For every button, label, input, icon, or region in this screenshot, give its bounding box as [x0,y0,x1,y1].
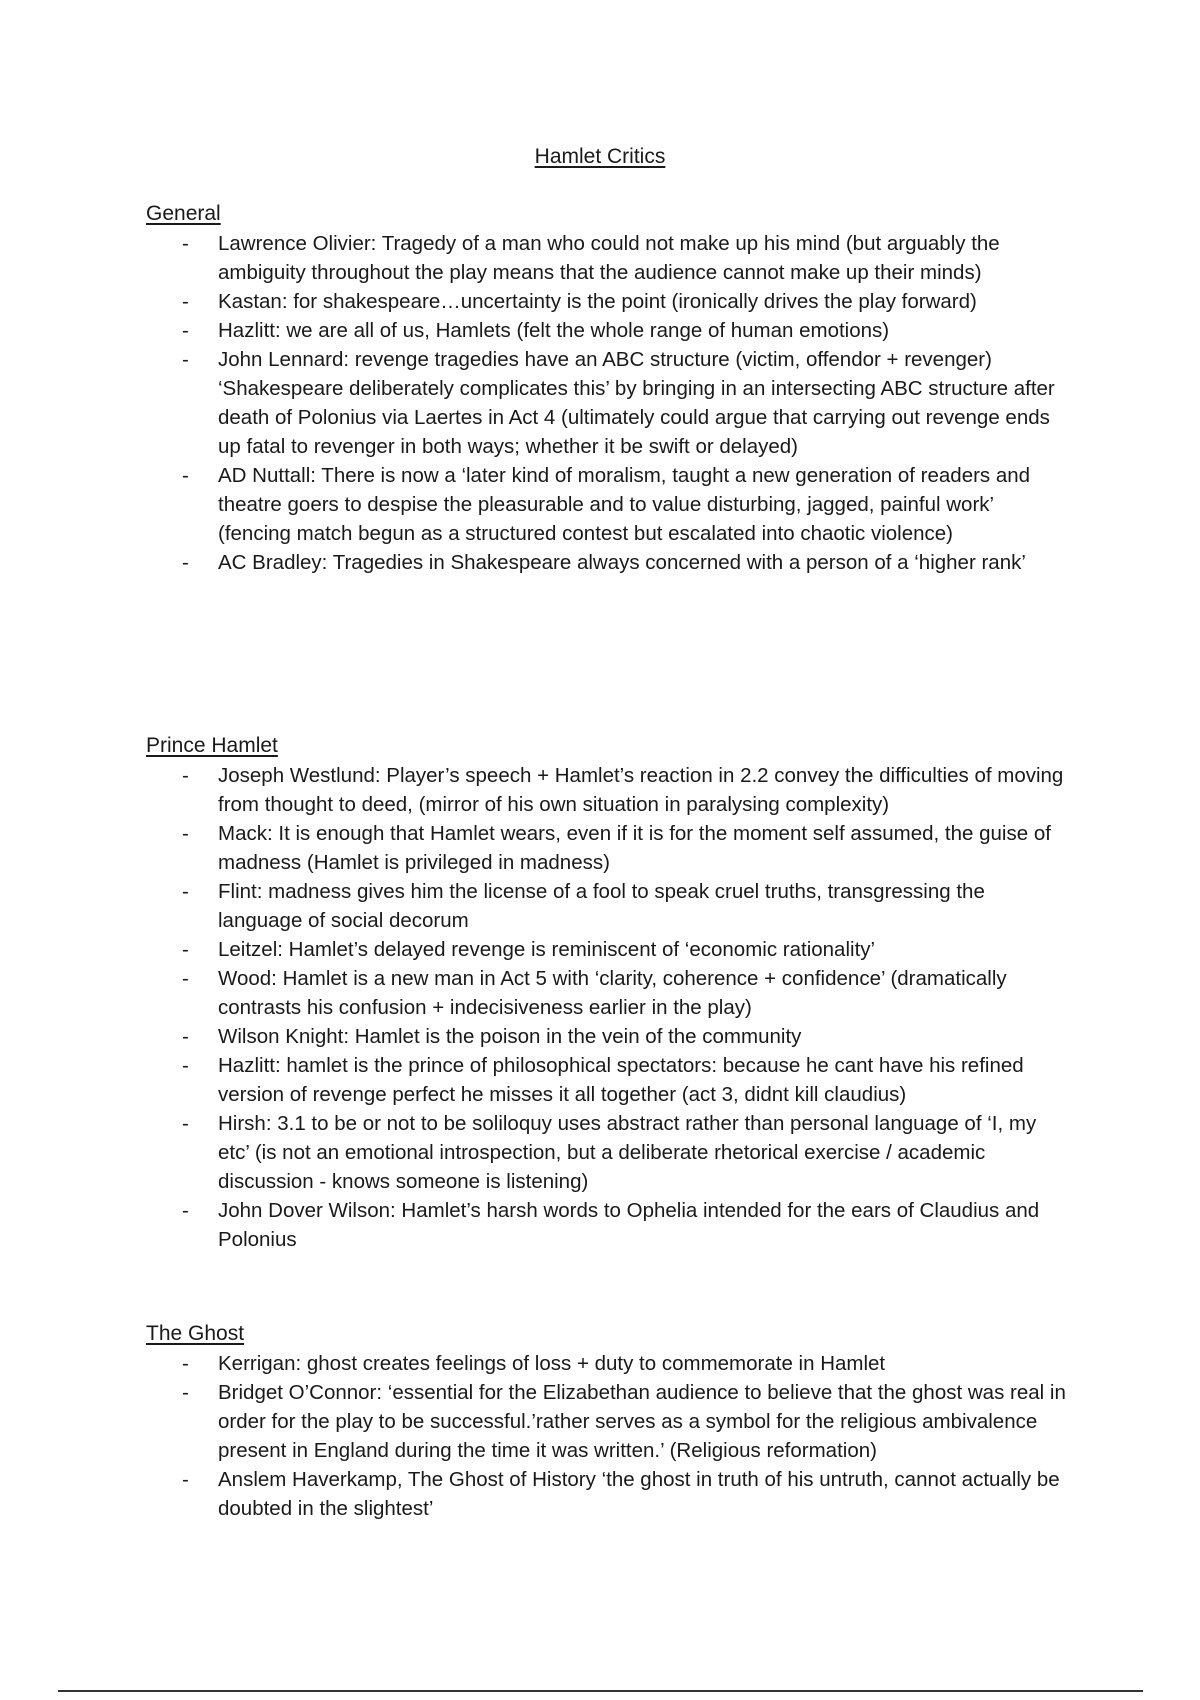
bottom-divider [58,1690,1143,1692]
bullet-dash: - [182,551,189,574]
list-item [146,229,1066,287]
list-item-text: AD Nuttall: There is now a ‘later kind of moralism, taught a new generation of readers and theatre goers to despise the pleasurable and to value disturbing, jagged, painful work’ (fencing match begun as a structured contest but escalated into chaotic violence) [218,464,1031,545]
bullet-dash: - [182,319,189,342]
bullet-dash: - [182,764,189,787]
list-item-text: Mack: It is enough that Hamlet wears, even if it is for the moment self assumed, the guise of madness (Hamlet is privileged in madness) [218,822,1051,874]
list-item-text: Wood: Hamlet is a new man in Act 5 with ‘clarity, coherence + confidence’ (dramatically contrasts his confusion + indecisiveness earlier in the play) [218,967,1007,1019]
section-prince-hamlet [146,733,1066,1254]
bullet-dash: - [182,1112,189,1135]
list-item-text: Joseph Westlund: Player’s speech + Hamlet’s reaction in 2.2 convey the difficulties of moving from thought to deed, (mirror of his own situation in paralysing complexity) [218,764,1064,816]
list-item [146,1022,1066,1051]
list-item [146,761,1066,819]
bullet-dash: - [182,1352,189,1375]
bullet-dash: - [182,290,189,313]
list-item-text: Hazlitt: we are all of us, Hamlets (felt the whole range of human emotions) [218,319,890,342]
list-item-text: John Lennard: revenge tragedies have an ABC structure (victim, offendor + revenger) ‘Shakespeare deliberately complicates this’ by bringing in an intersecting ABC structure after death of Polonius via Laertes in Act 4 (ultimately could argue that carrying out revenge ends up fatal to revenger in both ways; whether it be swift or delayed) [218,348,1055,458]
bullet-list [146,1349,1066,1523]
list-item-text: John Dover Wilson: Hamlet’s harsh words to Ophelia intended for the ears of Claudius and Polonius [218,1199,1040,1251]
list-item-text: Lawrence Olivier: Tragedy of a man who could not make up his mind (but arguably the ambiguity throughout the play means that the audience cannot make up their minds) [218,232,1000,284]
bullet-dash: - [182,967,189,990]
bullet-dash: - [182,1199,189,1222]
list-item [146,1109,1066,1196]
list-item [146,877,1066,935]
bullet-list [146,229,1066,577]
list-item [146,1051,1066,1109]
bullet-dash: - [182,938,189,961]
bullet-dash: - [182,232,189,255]
list-item-text: AC Bradley: Tragedies in Shakespeare always concerned with a person of a ‘higher rank’ [218,551,1026,574]
list-item [146,819,1066,877]
bullet-dash: - [182,1025,189,1048]
list-item [146,964,1066,1022]
list-item-text: Wilson Knight: Hamlet is the poison in the vein of the community [218,1025,802,1048]
list-item [146,935,1066,964]
bullet-dash: - [182,880,189,903]
list-item-text: Anslem Haverkamp, The Ghost of History ‘the ghost in truth of his untruth, cannot actually be doubted in the slightest’ [218,1468,1060,1520]
bullet-dash: - [182,464,189,487]
list-item [146,461,1066,548]
list-item [146,316,1066,345]
bullet-dash: - [182,348,189,371]
list-item-text: Kastan: for shakespeare…uncertainty is the point (ironically drives the play forward) [218,290,977,313]
bullet-dash: - [182,822,189,845]
bullet-list [146,761,1066,1254]
list-item [146,1378,1066,1465]
section-heading: General [146,202,221,225]
list-item-text: Hirsh: 3.1 to be or not to be soliloquy uses abstract rather than personal language of ‘I, my etc’ (is not an emotional introspection, but a deliberate rhetorical exercise / academic discussion - knows someone is listening) [218,1112,1037,1193]
list-item-text: Kerrigan: ghost creates feelings of loss + duty to commemorate in Hamlet [218,1352,886,1375]
section-general [146,201,1066,577]
bullet-dash: - [182,1054,189,1077]
list-item [146,287,1066,316]
list-item [146,1465,1066,1523]
list-item [146,1196,1066,1254]
list-item-text: Flint: madness gives him the license of a fool to speak cruel truths, transgressing the language of social decorum [218,880,985,932]
section-heading: The Ghost [146,1322,245,1345]
bullet-dash: - [182,1468,189,1491]
list-item-text: Bridget O’Connor: ‘essential for the Elizabethan audience to believe that the ghost was real in order for the play to be successful.’rather serves as a symbol for the religious ambivalence present in England during the time it was written.’ (Religious reformation) [218,1381,1066,1462]
list-item-text: Leitzel: Hamlet’s delayed revenge is reminiscent of ‘economic rationality’ [218,938,876,961]
section-heading: Prince Hamlet [146,734,278,757]
section-the-ghost [146,1321,1066,1523]
list-item-text: Hazlitt: hamlet is the prince of philosophical spectators: because he cant have his refined version of revenge perfect he misses it all together (act 3, didnt kill claudius) [218,1054,1024,1106]
page-title: Hamlet Critics [534,145,666,168]
list-item [146,345,1066,461]
list-item [146,548,1066,577]
bullet-dash: - [182,1381,189,1404]
list-item [146,1349,1066,1378]
